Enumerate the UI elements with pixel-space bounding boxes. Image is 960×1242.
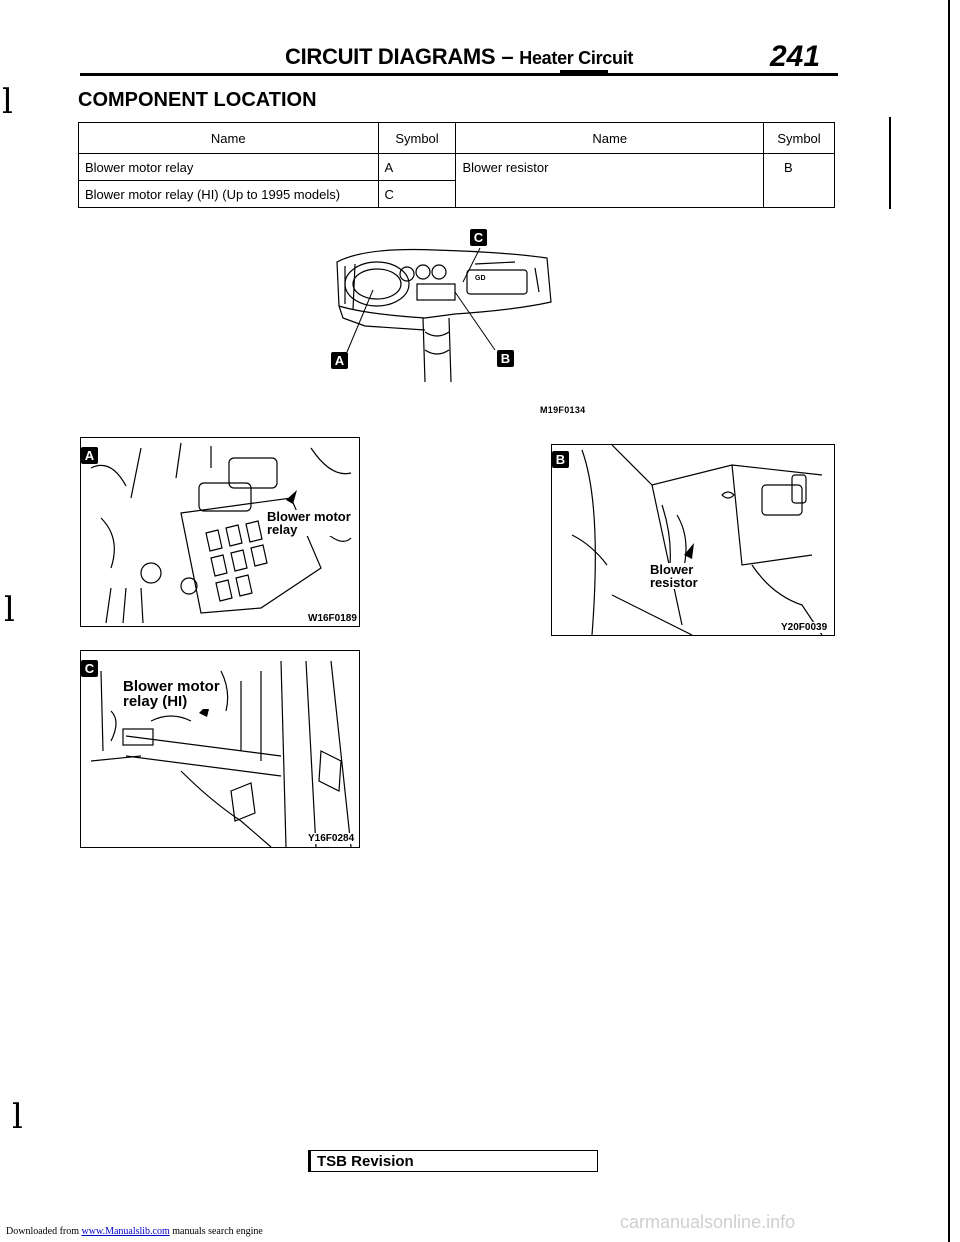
- figure-a-frame: [80, 437, 360, 627]
- figure-b-code: Y20F0039: [781, 622, 828, 633]
- table-cell-name: Blower motor relay: [79, 154, 379, 181]
- footer-suffix: manuals search engine: [172, 1226, 263, 1237]
- table-cell-empty: [764, 181, 835, 208]
- table-header-symbol: Symbol: [378, 123, 456, 154]
- figure-b-callout-line2: resistor: [650, 575, 698, 590]
- header-dash: –: [501, 44, 514, 69]
- margin-line: [889, 117, 891, 209]
- figure-a-label: A: [81, 447, 98, 464]
- table-cell-empty: [456, 181, 764, 208]
- binding-mark-bottom: ⅼ: [12, 1097, 23, 1137]
- table-header-symbol: Symbol: [764, 123, 835, 154]
- figure-b-callout: [650, 563, 698, 589]
- binding-mark-top: ⅼ: [2, 82, 13, 122]
- label-c: C: [470, 229, 487, 246]
- figure-c-code: Y16F0284: [308, 833, 355, 844]
- figure-b-callout-line1: Blower: [650, 562, 694, 577]
- table-row: [79, 181, 835, 208]
- header-rule: [80, 73, 838, 76]
- dashboard-overview-illustration: [325, 222, 560, 402]
- figure-c-callout: [123, 679, 220, 709]
- header-rule-accent: [560, 70, 608, 73]
- figure-a-callout-line2: relay: [267, 522, 298, 537]
- page-number: 241: [770, 40, 821, 73]
- figure-b-label: B: [552, 451, 569, 468]
- watermark: carmanualsonline.info: [620, 1212, 796, 1232]
- figure-a-callout: [267, 510, 351, 536]
- figure-c-callout-line1: Blower motor: [123, 678, 220, 695]
- component-table: [78, 122, 835, 208]
- footer-prefix: Downloaded from: [6, 1226, 80, 1237]
- figure-c-frame: [80, 650, 360, 848]
- table-cell-symbol: A: [378, 154, 456, 181]
- figure-c-label: C: [81, 660, 98, 677]
- page-edge-line: [948, 0, 950, 1242]
- figure-a-code: W16F0189: [308, 613, 357, 624]
- header-title: CIRCUIT DIAGRAMS: [285, 44, 496, 69]
- header-subtitle: Heater Circuit: [519, 48, 634, 68]
- figure-c-callout-line2: relay (HI): [123, 693, 188, 710]
- footer-link[interactable]: www.Manualslib.com: [81, 1226, 170, 1237]
- figure-a-callout-line1: Blower motor: [267, 509, 351, 524]
- page-header-title: [285, 44, 633, 70]
- section-title: COMPONENT LOCATION: [78, 89, 317, 111]
- figure-b-frame: [551, 444, 835, 636]
- table-cell-name: Blower motor relay (HI) (Up to 1995 models): [79, 181, 379, 208]
- table-cell-symbol: B: [764, 154, 835, 181]
- dashboard-drawing: [325, 222, 560, 402]
- svg-text:GD: GD: [475, 275, 486, 282]
- table-header-name: Name: [456, 123, 764, 154]
- table-row: [79, 154, 835, 181]
- label-a: A: [331, 352, 348, 369]
- table-header-name: Name: [79, 123, 379, 154]
- table-header-row: [79, 123, 835, 154]
- tsb-revision-box: TSB Revision: [308, 1150, 598, 1172]
- binding-mark-middle: ⅼ: [4, 590, 15, 630]
- overview-figure-code: M19F0134: [540, 405, 586, 415]
- table-cell-symbol: C: [378, 181, 456, 208]
- table-cell-name: Blower resistor: [456, 154, 764, 181]
- figure-b-drawing: [552, 445, 834, 635]
- label-b: B: [497, 350, 514, 367]
- footer-download-note: [6, 1226, 263, 1237]
